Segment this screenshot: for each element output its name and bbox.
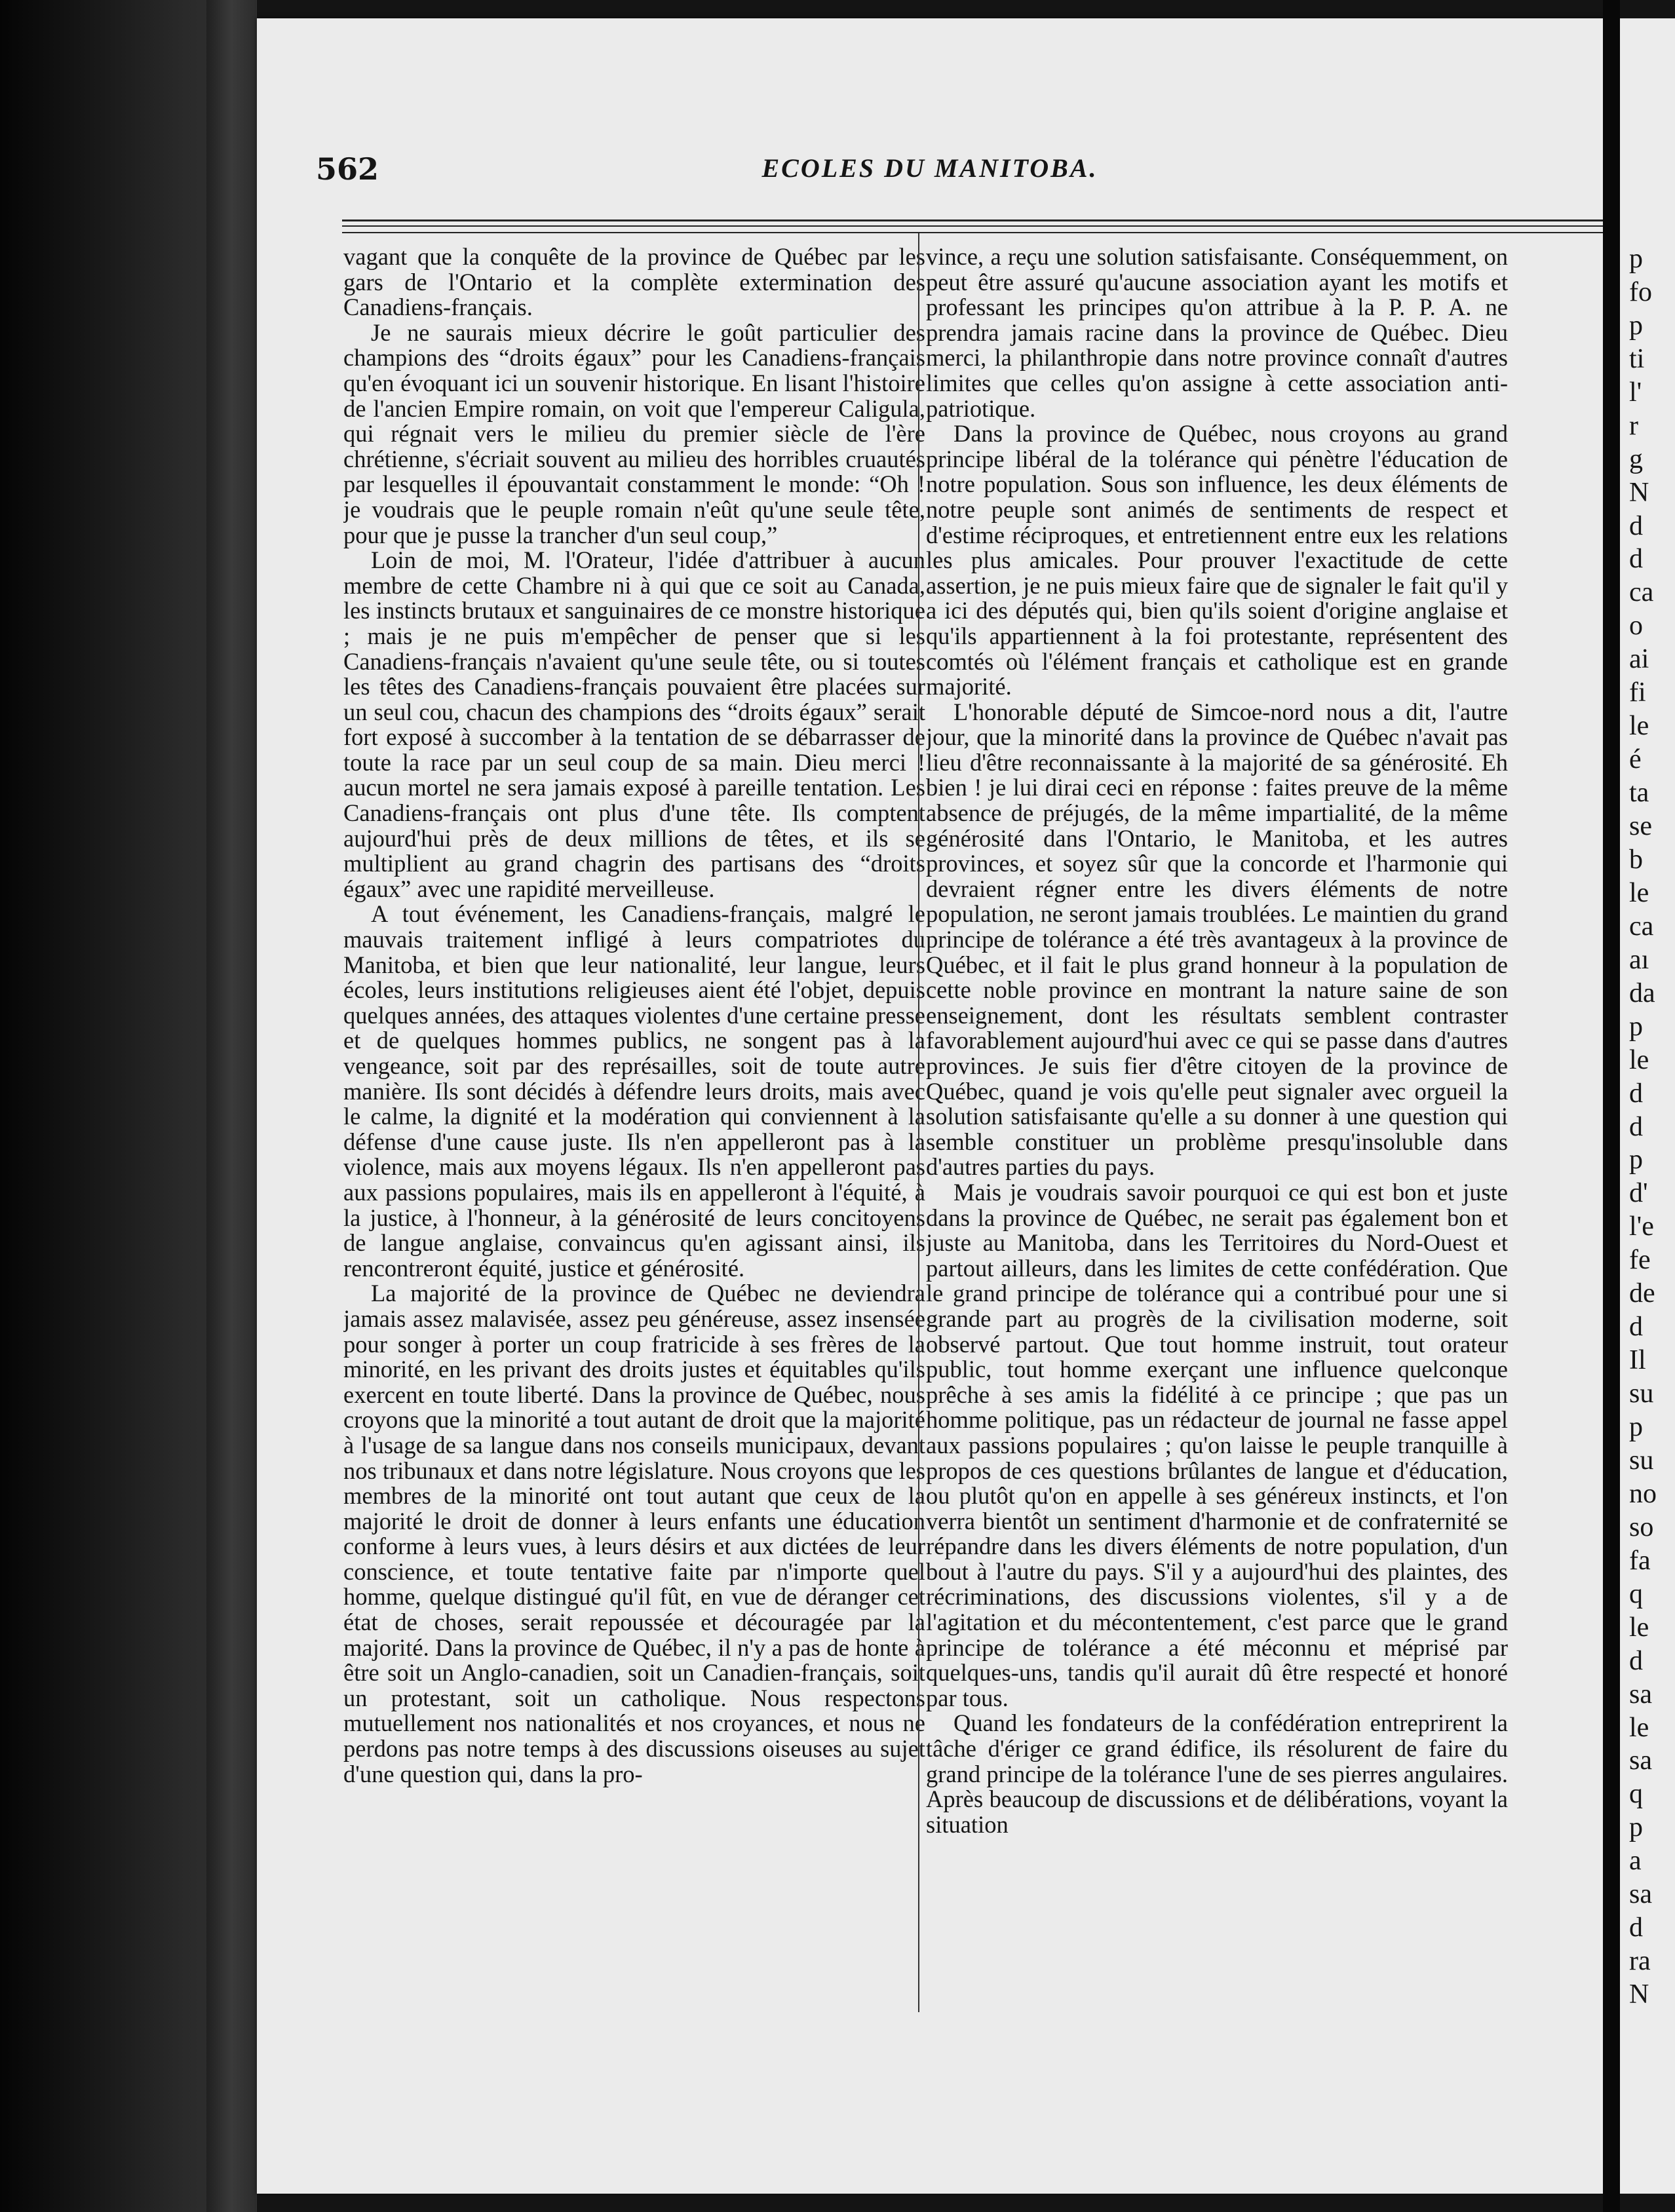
next-page-fragment: p [1629,244,1643,274]
document-page [257,18,1603,2194]
next-page-fragment: le [1629,1044,1649,1075]
next-page-edge [1620,18,1675,2194]
paragraph: L'honorable député de Simcoe-nord nous a dit, l'autre jour, que la minorité dans la province de Québec n'avait pas lieu d'être reconnaissante à la majorité de sa générosité. Eh bien ! je lui dirai ceci en réponse : faites preuve de la même absence de préjugés, de la même impartialité, de la même générosité dans l'Ontario, le Manitoba, et les autres provinces, et soyez sûr que la concorde et l'harmonie qui devraient régner entre les divers éléments de notre population, ne seront jamais troublées. Le maintien du grand principe de tolérance a été très avantageux à la province de Québec, et il fait le plus grand honneur à la population de cette noble province en montrant la nature saine de son enseignement, dont les résultats semblent contraster favorablement aujourd'hui avec ce qui se passe dans d'autres provinces. Je suis fier d'être citoyen de la province de Québec, quand je vois qu'elle peut signaler avec orgueil la solution satisfaisante qu'elle a su donner à une question qui semble constituer un problème presqu'insoluble dans d'autres parties du pays. [926,698,1508,1181]
next-page-fragment: sa [1629,1679,1652,1709]
next-page-fragment: l' [1629,377,1642,408]
next-page-fragment: fe [1629,1245,1651,1276]
next-page-fragment: d [1629,510,1643,541]
next-page-fragment: o [1629,611,1643,641]
next-page-fragment: no [1629,1478,1657,1509]
next-page-fragment: le [1629,1712,1649,1743]
next-page-fragment: N [1629,1979,1649,2010]
next-page-fragment: p [1629,1812,1643,1843]
next-page-fragment: q [1629,1779,1643,1810]
next-page-fragment: da [1629,978,1655,1008]
header-rule [342,225,1608,227]
next-page-fragment: d [1629,1111,1643,1142]
next-page-fragment: a [1629,1846,1642,1877]
next-page-fragment: g [1629,444,1643,474]
next-page-fragment: ca [1629,911,1654,942]
next-page-fragment: l'e [1629,1211,1654,1242]
next-page-fragment: b [1629,844,1643,875]
running-title: ECOLES DU MANITOBA. [761,153,1098,183]
next-page-fragment: le [1629,1612,1649,1643]
next-page-fragment: sa [1629,1879,1652,1910]
header-rule [342,232,1608,233]
paragraph: Quand les fondateurs de la confédération entreprirent la tâche d'ériger ce grand édifice, ils résolurent de faire du grand principe de la tolérance l'une de ses pierres angulaires. Après beaucoup de discussions et de délibérations, voyant la situation [926,1709,1508,1838]
paragraph: Je ne saurais mieux décrire le goût particulier des champions des “droits égaux” pour les Canadiens-français qu'en évoquant ici un souvenir historique. En lisant l'histoire de l'ancien Empire romain, on voit que l'empereur Caligula, qui régnait vers le milieu du premier siècle de l'ère chrétienne, s'écriait souvent au milieu des horribles cruautés par lesquelles il épouvantait constamment le monde: “Oh ! je voudrais que le peuple romain n'eût qu'une seule tête, pour que je pusse la trancher d'un seul coup,” [343,318,925,548]
next-page-fragment: ta [1629,778,1649,809]
next-page-fragment: sa [1629,1745,1652,1776]
next-page-fragment: Il [1629,1345,1646,1376]
paragraph: A tout événement, les Canadiens-français, malgré le mauvais traitement infligé à leurs compatriotes du Manitoba, et bien que leur nationalité, leur langue, leurs écoles, leurs institutions religieuses aient été l'objet, depuis quelques années, des attaques violentes d'une certaine presse et de quelques hommes publics, ne songent pas à la vengeance, soit par des représailles, soit de toute autre manière. Ils sont décidés à défendre leurs droits, mais avec le calme, la dignité et la modération qui conviennent à la défense d'une cause juste. Ils n'en appelleront pas à la violence, mais aux moyens légaux. Ils n'en appelleront pas aux passions populaires, mais ils en appelleront à l'équité, à la justice, à l'honneur, à la générosité de leurs concitoyens de langue anglaise, convaincus qu'en agissant ainsi, ils rencontreront équité, justice et générosité. [343,900,925,1282]
header-rule [342,219,1608,221]
page-number: 562 [316,151,379,187]
next-page-fragment: fa [1629,1545,1651,1576]
next-page-fragment: ai [1629,644,1649,675]
next-page-fragment: fi [1629,677,1646,708]
paragraph: vince, a reçu une solution satisfaisante. Conséquemment, on peut être assuré qu'aucune association ayant les motifs et professant les principes qu'on attribue à la P. P. A. ne prendra jamais racine dans la province de Québec. Dieu merci, la philanthropie dans notre province connaît d'autres limites que celles qu'on assigne à cette association anti-patriotique. [926,244,1508,422]
paragraph: vagant que la conquête de la province de Québec par les gars de l'Ontario et la complète extermination des Canadiens-français. [343,244,925,321]
next-page-fragment: é [1629,744,1642,775]
page-header [257,146,1603,199]
next-page-fragment: aı [1629,944,1649,975]
next-page-fragment: d [1629,1913,1643,1943]
paragraph: Mais je voudrais savoir pourquoi ce qui est bon et juste dans la province de Québec, ne serait pas également bon et juste au Manitoba, dans les Territoires du Nord-Ouest et partout ailleurs, dans les limites de cette confédération. Que le grand principe de tolérance qui a contribué pour une si grande part au progrès de la civilisation moderne, soit observé partout. Que tout homme instruit, tout orateur public, tout homme exerçant une influence quelconque prêche à ses amis la fidélité à ce principe ; que pas un homme politique, pas un rédacteur de journal ne fasse appel aux passions populaires ; qu'on laisse le peuple tranquille à propos de ces questions brûlantes de langue et d'éducation, ou plutôt qu'on en appelle à ses généreux instincts, et l'on verra bientôt un sentiment d'harmonie et de confraternité se répandre dans les divers éléments de notre population, d'un bout à l'autre du pays. S'il y a aujourd'hui des plaintes, des récriminations, des discussions violentes, s'il y a de l'agitation et du mécontentement, c'est parce que le grand principe de tolérance a été méconnu et méprisé par quelques-uns, tandis qu'il aurait dû être respecté et honoré par tous. [926,1178,1508,1711]
next-page-fragment: p [1629,310,1643,341]
next-page-fragment: N [1629,477,1649,508]
next-page-fragment: le [1629,711,1649,742]
scan-gutter [1603,0,1620,2212]
next-page-fragment: q [1629,1578,1643,1609]
next-page-fragment: so [1629,1512,1654,1542]
next-page-fragment: le [1629,877,1649,908]
next-page-fragment: p [1629,1145,1643,1175]
next-page-fragment: de [1629,1278,1655,1309]
next-page-fragment: ra [1629,1946,1651,1977]
next-page-fragment: d [1629,1645,1643,1676]
paragraph: Loin de moi, M. l'Orateur, l'idée d'attribuer à aucun membre de cette Chambre ni à qui que ce soit au Canada, les instincts brutaux et sanguinaires de ce monstre historique ; mais je ne puis m'empêcher de penser que si les Canadiens-français n'avaient qu'une seule tête, ou si toutes les têtes des Canadiens-français pouvaient être placées sur un seul cou, chacun des champions des “droits égaux” serait fort exposé à succomber à la tentation de se débarrasser de toute la race par un seul coup de sa main. Dieu merci ! aucun mortel ne sera jamais exposé à pareille tentation. Les Canadiens-français ont plus d'une tête. Ils comptent aujourd'hui près de deux millions de têtes, et ils se multiplient au grand chagrin des partisans des “droits égaux” avec une rapidité merveilleuse. [343,546,925,902]
paragraph: Dans la province de Québec, nous croyons au grand principe libéral de la tolérance qui pénètre l'éducation de notre population. Sous son influence, les deux éléments de notre peuple sont animés de sentiments de respect et d'estime réciproques, et entretiennent entre eux les relations les plus amicales. Pour prouver l'exactitude de cette assertion, je ne puis mieux faire que de signaler le fait qu'il y a ici des députés qui, bien qu'ils soient d'origine anglaise et qu'ils appartiennent à la foi protestante, représentent des comtés où l'élément français et catholique est en grande majorité. [926,420,1508,700]
next-page-fragment: d [1629,544,1643,575]
scan-binding-edge [206,0,256,2212]
next-page-fragment: fo [1629,276,1652,307]
next-page-fragment: d' [1629,1178,1648,1209]
text-column-right [926,244,1508,2013]
next-page-fragment: d [1629,1312,1643,1343]
text-column-left [343,244,925,2013]
next-page-fragment: su [1629,1379,1654,1409]
next-page-fragment: ca [1629,577,1654,608]
next-page-fragment: se [1629,811,1652,842]
next-page-fragment: p [1629,1412,1643,1443]
next-page-fragment: p [1629,1011,1643,1042]
next-page-fragment: ti [1629,343,1645,374]
paragraph: La majorité de la province de Québec ne deviendra jamais assez malavisée, assez peu généreuse, assez insensée pour songer à porter un coup fratricide à ses frères de la minorité, en les privant des droits justes et équitables qu'ils exercent en toute liberté. Dans la province de Québec, nous croyons que la minorité a tout autant de droit que la majorité à l'usage de sa langue dans nos conseils municipaux, devant nos tribunaux et dans notre législature. Nous croyons que les membres de la minorité ont tout autant que ceux de la majorité le droit de donner à leurs enfants une éducation conforme à leurs vues, à leurs désirs et aux dictées de leur conscience, et toute tentative faite par n'importe quel homme, quelque distingué qu'il fût, en vue de déranger cet état de choses, serait repoussée et découragée par la majorité. Dans la province de Québec, il n'y a pas de honte à être soit un Anglo-canadien, soit un Canadien-français, soit un protestant, soit un catholique. Nous respectons mutuellement nos nationalités et nos croyances, et nous ne perdons pas notre temps à des discussions oiseuses au sujet d'une question qui, dans la pro- [343,1280,925,1787]
next-page-fragment: su [1629,1445,1654,1476]
column-divider [918,233,919,2012]
next-page-fragment: d [1629,1078,1643,1109]
next-page-fragment: r [1629,410,1638,441]
